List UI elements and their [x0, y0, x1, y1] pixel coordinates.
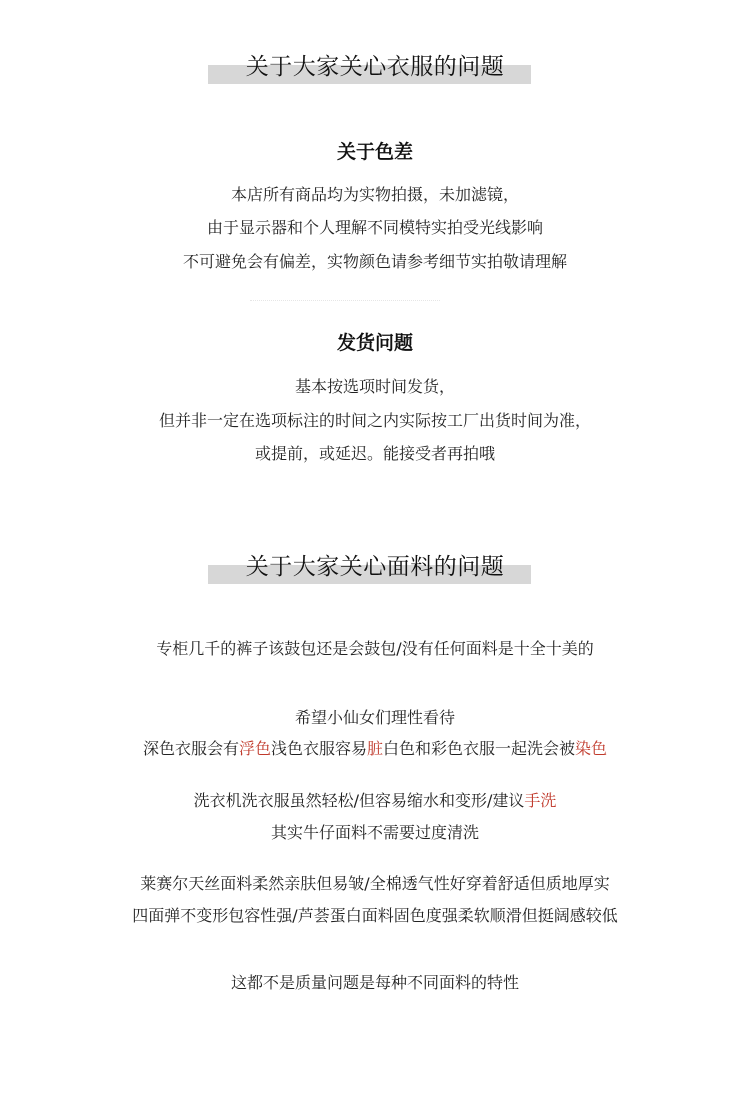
section-heading-fabric — [0, 547, 750, 587]
color-difference-line: 由于显示器和个人理解不同模特实拍受光线影响 — [206, 218, 543, 237]
highlight-text: 脏 — [367, 739, 384, 758]
color-difference-title: 关于色差 — [336, 141, 413, 163]
color-difference-line: 不可避免会有偏差，实物颜色请参考细节实拍敬请理解 — [182, 252, 567, 271]
fabric-line: 专柜几千的裤子该鼓包还是会鼓包/没有任何面料是十全十美的 — [156, 639, 594, 658]
fabric-line: 这都不是质量问题是每种不同面料的特性 — [230, 973, 519, 992]
shipping-line: 或提前，或延迟。能接受者再拍哦 — [254, 444, 495, 463]
fabric-line-highlighted — [0, 737, 750, 761]
fabric-text: 洗衣机洗衣服虽然轻松/但容易缩水和变形/建议 — [193, 791, 525, 810]
highlight-text: 浮色 — [238, 739, 271, 758]
fabric-text: 浅色衣服容易 — [270, 739, 367, 758]
fabric-line: 其实牛仔面料不需要过度清洗 — [270, 823, 479, 842]
fabric-line: 四面弹不变形包容性强/芦荟蛋白面料固色度强柔软顺滑但挺阔感较低 — [132, 906, 618, 925]
heading-text: 关于大家关心衣服的问题 — [245, 54, 505, 80]
shipping-line: 但并非一定在选项标注的时间之内实际按工厂出货时间为准， — [158, 411, 591, 430]
fabric-line: 莱赛尔天丝面料柔然亲肤但易皱/全棉透气性好穿着舒适但质地厚实 — [140, 874, 610, 893]
color-difference-line: 本店所有商品均为实物拍摄，未加滤镜， — [230, 185, 519, 204]
heading-text: 关于大家关心面料的问题 — [245, 554, 505, 580]
section-heading-clothes — [0, 47, 750, 87]
shipping-title: 发货问题 — [336, 332, 413, 354]
fabric-line-highlighted — [0, 789, 750, 813]
section-divider — [250, 300, 440, 301]
fabric-text: 深色衣服会有 — [142, 739, 239, 758]
fabric-line: 希望小仙女们理性看待 — [294, 708, 455, 727]
highlight-text: 染色 — [575, 739, 608, 758]
highlight-text: 手洗 — [524, 791, 557, 810]
fabric-text: 白色和彩色衣服一起洗会被 — [383, 739, 576, 758]
shipping-line: 基本按选项时间发货， — [294, 377, 455, 396]
